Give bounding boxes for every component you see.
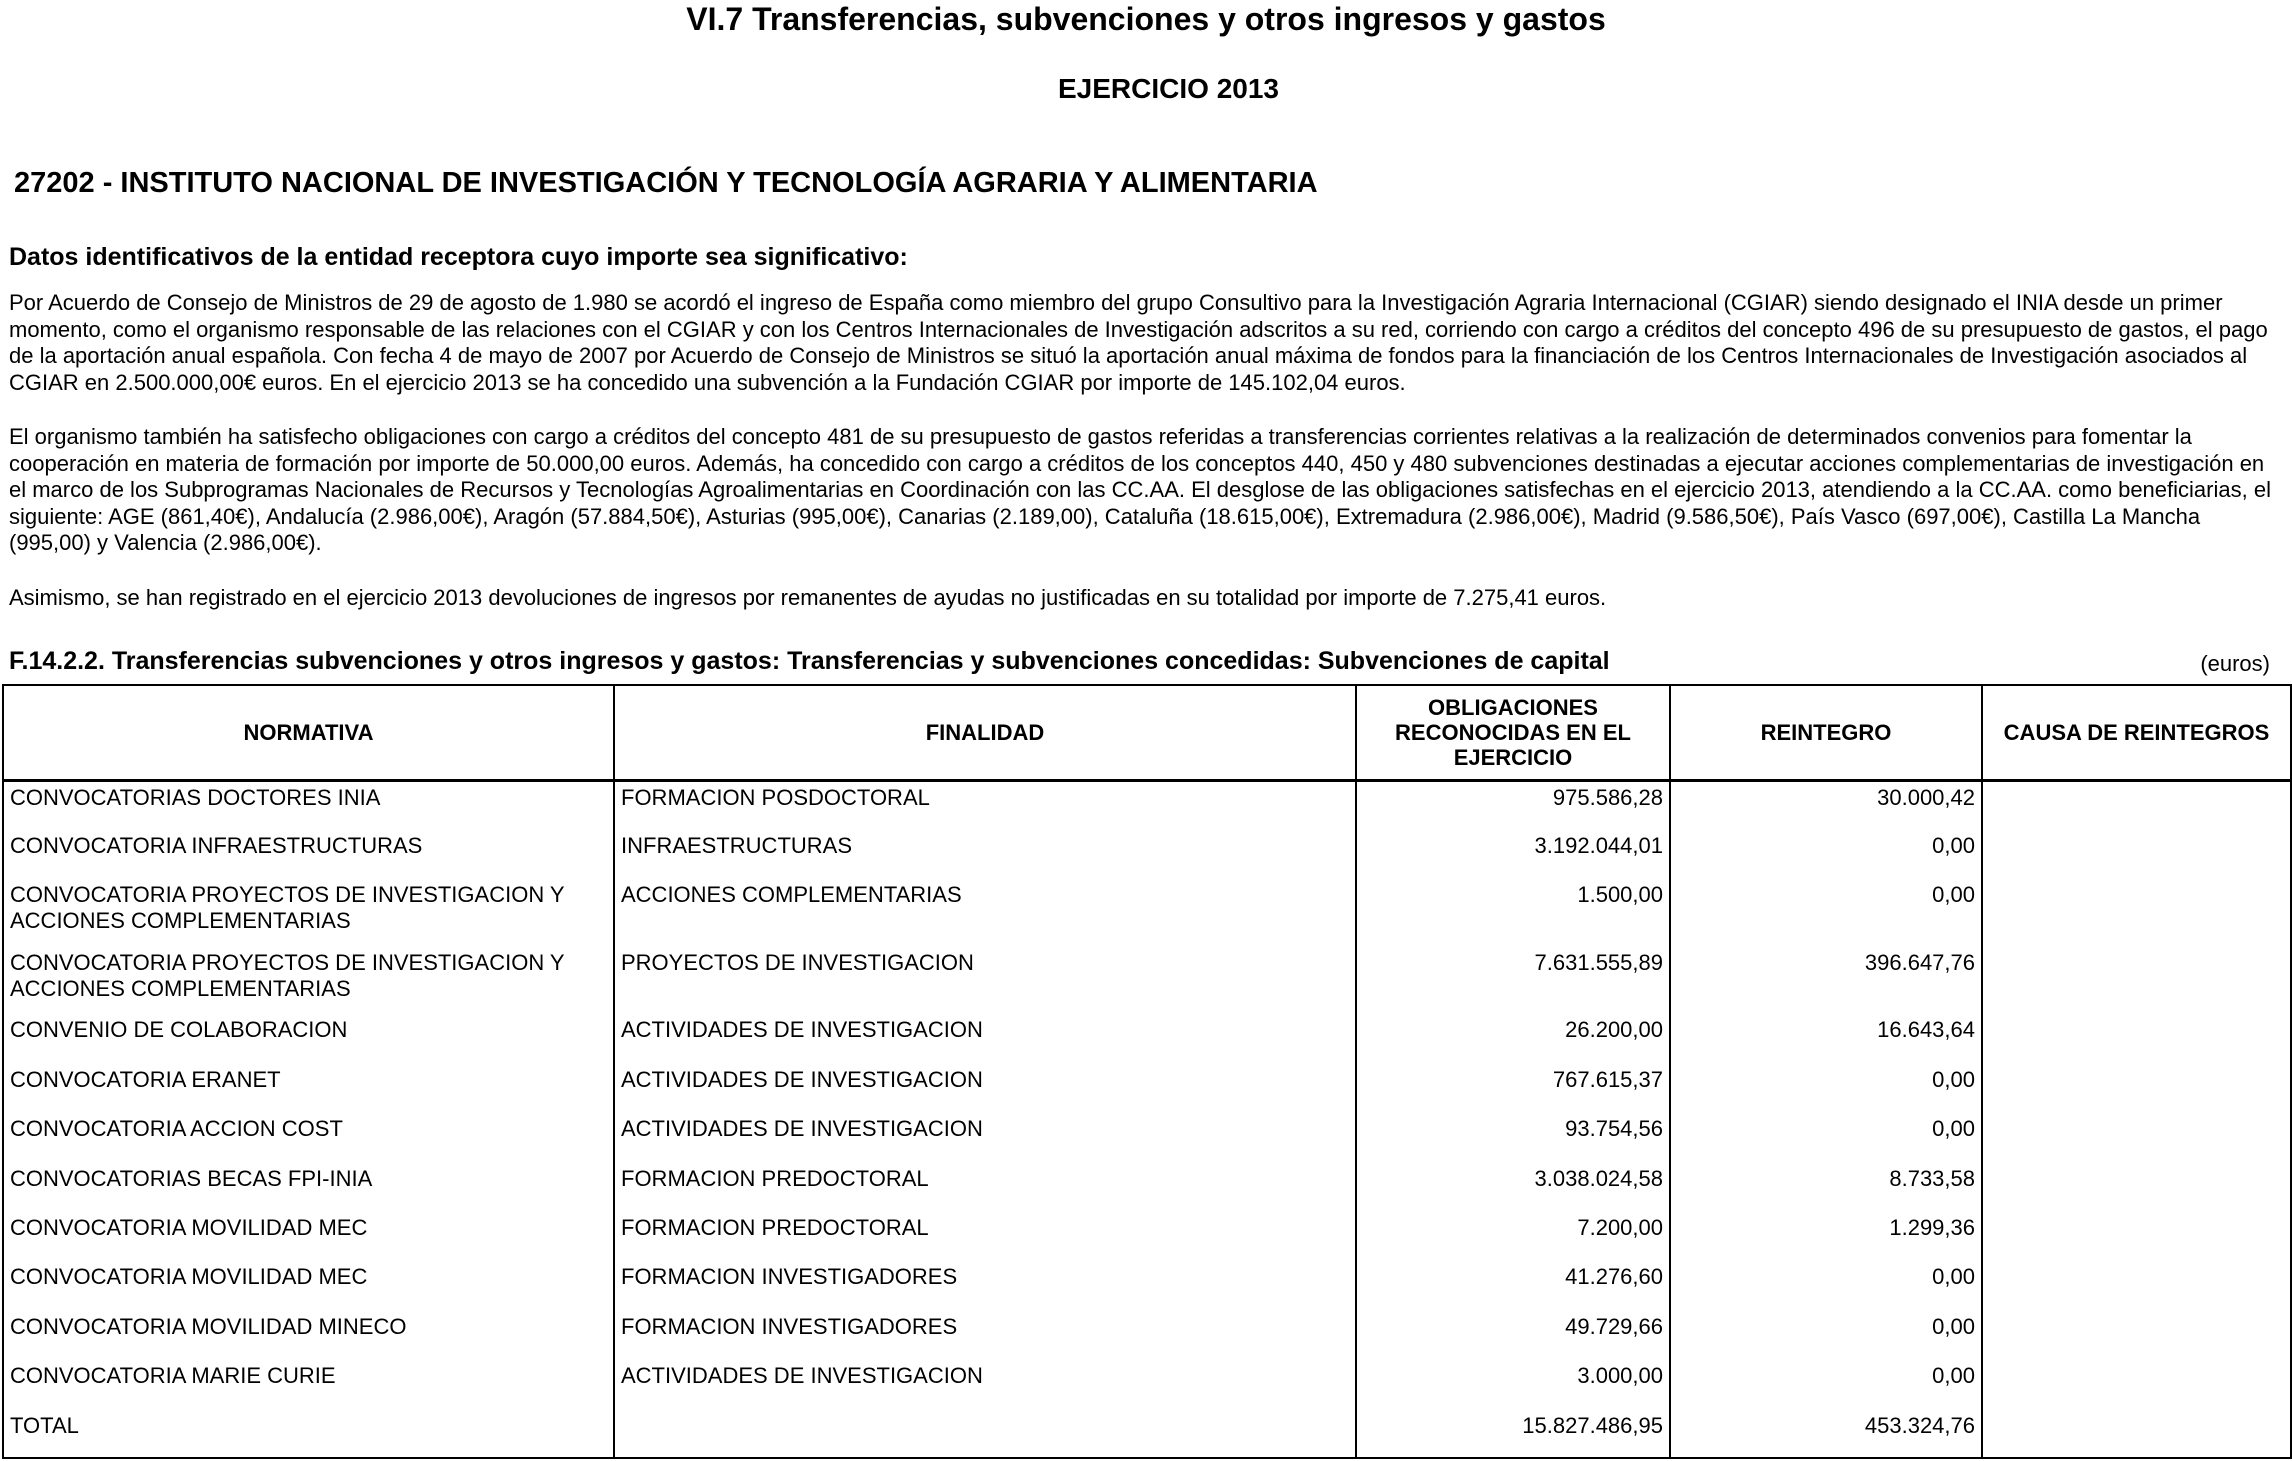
cell-obligaciones: 767.615,37 (1356, 1064, 1670, 1113)
cell-reintegro: 16.643,64 (1670, 1014, 1982, 1063)
cell-reintegro: 30.000,42 (1670, 781, 1982, 830)
table-row (3, 1261, 2291, 1310)
cell-finalidad: FORMACION PREDOCTORAL (614, 1212, 1356, 1261)
cell-finalidad: PROYECTOS DE INVESTIGACION (614, 947, 1356, 1015)
cell-finalidad: FORMACION INVESTIGADORES (614, 1311, 1356, 1360)
cell-causa (1982, 781, 2291, 830)
cell-normativa: CONVOCATORIA MARIE CURIE (3, 1360, 614, 1409)
cell-causa (1982, 1014, 2291, 1063)
cell-causa (1982, 1113, 2291, 1162)
cell-reintegro: 0,00 (1670, 879, 1982, 947)
cell-finalidad: FORMACION INVESTIGADORES (614, 1261, 1356, 1310)
cell-causa (1982, 1212, 2291, 1261)
capital-grants-table (2, 684, 2292, 1459)
table-total-row (3, 1410, 2291, 1459)
cell-obligaciones: 3.038.024,58 (1356, 1163, 1670, 1212)
cell-causa (1982, 830, 2291, 879)
cell-causa (1982, 1311, 2291, 1360)
paragraph-cgiar: Por Acuerdo de Consejo de Ministros de 29 de agosto de 1.980 se acordó el ingreso de España como miembro del grupo Consultivo para la Investigación Agraria Internacional (CGIAR) siendo designado el INIA desde un primer momento, como el organismo responsable de las relaciones con el CGIAR y con los Centros Internacionales de Investigación adscritos a su red, corriendo con cargo a créditos del concepto 496 de su presupuesto de gastos, el pago de la aportación anual española. Con fecha 4 de mayo de 2007 por Acuerdo de Consejo de Ministros se situó la aportación anual máxima de fondos para la financiación de los Centros Internacionales de Investigación asociados al CGIAR en 2.500.000,00€ euros. En el ejercicio 2013 se ha concedido una subvención a la Fundación CGIAR por importe de 145.102,04 euros. (9, 290, 2268, 395)
cell-reintegro: 0,00 (1670, 1064, 1982, 1113)
cell-finalidad: ACTIVIDADES DE INVESTIGACION (614, 1360, 1356, 1409)
cell-reintegro: 8.733,58 (1670, 1163, 1982, 1212)
table-row (3, 830, 2291, 879)
cell-obligaciones: 41.276,60 (1356, 1261, 1670, 1310)
cell-finalidad: FORMACION PREDOCTORAL (614, 1163, 1356, 1212)
column-header-normativa: NORMATIVA (3, 685, 614, 781)
exercise-year: EJERCICIO 2013 (1058, 73, 1279, 104)
cell-normativa: CONVENIO DE COLABORACION (3, 1014, 614, 1063)
cell-reintegro: 0,00 (1670, 1360, 1982, 1409)
cell-obligaciones: 49.729,66 (1356, 1311, 1670, 1360)
table-header-row (3, 685, 2291, 781)
paragraph-obligations: El organismo también ha satisfecho obligaciones con cargo a créditos del concepto 481 de su presupuesto de gastos referidas a transferencias corrientes relativas a la realización de determinados convenios para fomentar la cooperación en materia de formación por importe de 50.000,00 euros. Además, ha concedido con cargo a créditos de los conceptos 440, 450 y 480 subvenciones destinadas a ejecutar acciones complementarias de investigación en el marco de los Subprogramas Nacionales de Recursos y Tecnologías Agroalimentarias en Coordinación con las CC.AA. El desglose de las obligaciones satisfechas en el ejercicio 2013, atendiendo a la CC.AA. como beneficiarias, el siguiente: AGE (861,40€), Andalucía (2.986,00€), Aragón (57.884,50€), Asturias (995,00€), Canarias (2.189,00), Cataluña (18.615,00€), Extremadura (2.986,00€), Madrid (9.586,50€), País Vasco (697,00€), Castilla La Mancha (995,00) y Valencia (2.986,00€). (9, 424, 2271, 555)
table-row (3, 1113, 2291, 1162)
table-row (3, 1163, 2291, 1212)
cell-finalidad: INFRAESTRUCTURAS (614, 830, 1356, 879)
cell-obligaciones: 93.754,56 (1356, 1113, 1670, 1162)
column-header-causa: CAUSA DE REINTEGROS (1982, 685, 2291, 781)
cell-finalidad: ACCIONES COMPLEMENTARIAS (614, 879, 1356, 947)
table-row (3, 1064, 2291, 1113)
cell-obligaciones: 7.200,00 (1356, 1212, 1670, 1261)
units-label: (euros) (2200, 651, 2270, 676)
cell-reintegro: 396.647,76 (1670, 947, 1982, 1015)
cell-normativa: TOTAL (3, 1410, 614, 1459)
cell-normativa: CONVOCATORIAS BECAS FPI-INIA (3, 1163, 614, 1212)
cell-normativa: CONVOCATORIA ERANET (3, 1064, 614, 1113)
cell-normativa: CONVOCATORIA PROYECTOS DE INVESTIGACION Y ACCIONES COMPLEMENTARIAS (3, 947, 614, 1015)
entity-name: 27202 - INSTITUTO NACIONAL DE INVESTIGACIÓN Y TECNOLOGÍA AGRARIA Y ALIMENTARIA (14, 167, 1318, 199)
cell-obligaciones: 1.500,00 (1356, 879, 1670, 947)
document-title: VI.7 Transferencias, subvenciones y otros ingresos y gastos (686, 1, 1606, 37)
cell-normativa: CONVOCATORIA MOVILIDAD MEC (3, 1261, 614, 1310)
cell-causa (1982, 1261, 2291, 1310)
table-row (3, 781, 2291, 830)
table-title: F.14.2.2. Transferencias subvenciones y otros ingresos y gastos: Transferencias y subvenciones concedidas: Subvenciones de capital (9, 647, 1610, 675)
cell-causa (1982, 1410, 2291, 1459)
cell-normativa: CONVOCATORIA ACCION COST (3, 1113, 614, 1162)
cell-obligaciones: 15.827.486,95 (1356, 1410, 1670, 1459)
cell-causa (1982, 947, 2291, 1015)
cell-finalidad (614, 1410, 1356, 1459)
table-row (3, 1311, 2291, 1360)
cell-finalidad: ACTIVIDADES DE INVESTIGACION (614, 1064, 1356, 1113)
cell-finalidad: ACTIVIDADES DE INVESTIGACION (614, 1113, 1356, 1162)
section-heading: Datos identificativos de la entidad receptora cuyo importe sea significativo: (9, 243, 908, 271)
cell-normativa: CONVOCATORIA INFRAESTRUCTURAS (3, 830, 614, 879)
table-row (3, 947, 2291, 1015)
table-row (3, 1014, 2291, 1063)
cell-reintegro: 0,00 (1670, 830, 1982, 879)
table-row (3, 879, 2291, 947)
cell-normativa: CONVOCATORIA PROYECTOS DE INVESTIGACION Y ACCIONES COMPLEMENTARIAS (3, 879, 614, 947)
cell-normativa: CONVOCATORIA MOVILIDAD MEC (3, 1212, 614, 1261)
table-row (3, 1212, 2291, 1261)
cell-reintegro: 0,00 (1670, 1311, 1982, 1360)
cell-obligaciones: 26.200,00 (1356, 1014, 1670, 1063)
cell-normativa: CONVOCATORIAS DOCTORES INIA (3, 781, 614, 830)
cell-obligaciones: 3.000,00 (1356, 1360, 1670, 1409)
cell-finalidad: ACTIVIDADES DE INVESTIGACION (614, 1014, 1356, 1063)
cell-obligaciones: 3.192.044,01 (1356, 830, 1670, 879)
cell-causa (1982, 1360, 2291, 1409)
cell-reintegro: 0,00 (1670, 1113, 1982, 1162)
cell-causa (1982, 1064, 2291, 1113)
column-header-finalidad: FINALIDAD (614, 685, 1356, 781)
cell-finalidad: FORMACION POSDOCTORAL (614, 781, 1356, 830)
cell-causa (1982, 1163, 2291, 1212)
cell-obligaciones: 975.586,28 (1356, 781, 1670, 830)
column-header-reintegro: REINTEGRO (1670, 685, 1982, 781)
cell-normativa: CONVOCATORIA MOVILIDAD MINECO (3, 1311, 614, 1360)
cell-reintegro: 1.299,36 (1670, 1212, 1982, 1261)
cell-reintegro: 0,00 (1670, 1261, 1982, 1310)
cell-causa (1982, 879, 2291, 947)
table-row (3, 1360, 2291, 1409)
cell-obligaciones: 7.631.555,89 (1356, 947, 1670, 1015)
column-header-obligaciones: OBLIGACIONES RECONOCIDAS EN EL EJERCICIO (1356, 685, 1670, 781)
cell-reintegro: 453.324,76 (1670, 1410, 1982, 1459)
paragraph-refunds: Asimismo, se han registrado en el ejercicio 2013 devoluciones de ingresos por remanentes de ayudas no justificadas en su totalidad por importe de 7.275,41 euros. (9, 585, 1607, 610)
